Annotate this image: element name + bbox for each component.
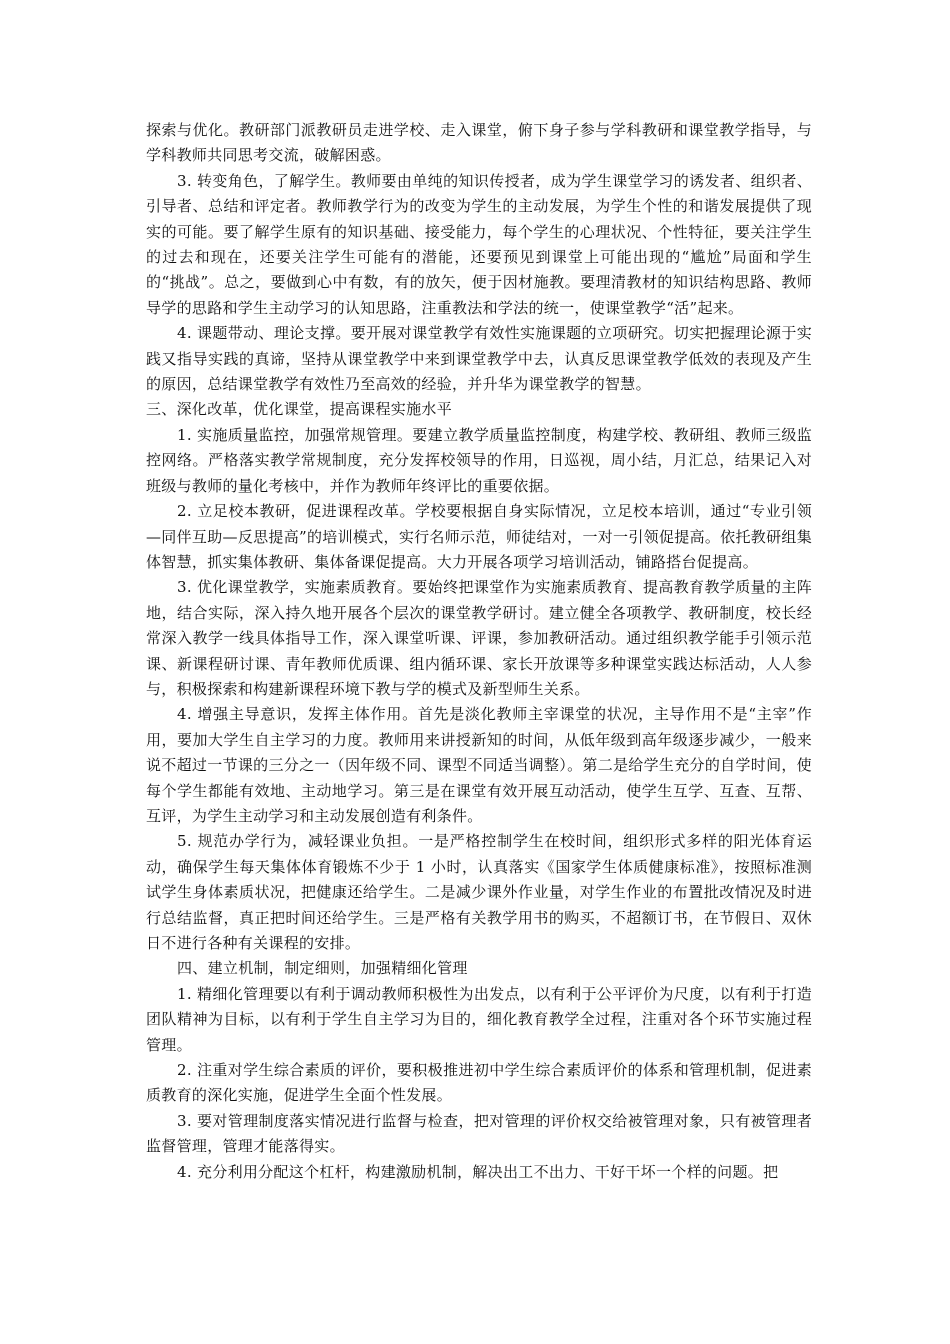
- paragraph-fine-management: 1. 精细化管理要以有利于调动教师积极性为出发点，以有利于公平评价为尺度，以有利于打造团队精神为目标，以有利于学生自主学习为目的，细化教育教学全过程，注重对各个环节实施过程管理。: [146, 984, 812, 1054]
- paragraph-incentive: 4. 充分利用分配这个杠杆，构建激励机制，解决出工不出力、干好干坏一个样的问题。把: [177, 1162, 779, 1181]
- document-page: [146, 118, 812, 1185]
- paragraph-supervision: 3. 要对管理制度落实情况进行监督与检查，把对管理的评价权交给被管理对象，只有被管理者监督管理，管理才能落得实。: [146, 1111, 812, 1156]
- paragraph-student-evaluation: 2. 注重对学生综合素质的评价，要积极推进初中学生综合素质评价的体系和管理机制，促进素质教育的深化实施，促进学生全面个性发展。: [146, 1061, 812, 1105]
- paragraph-research-topics: 4. 课题带动、理论支撑。要开展对课堂教学有效性实施课题的立项研究。切实把握理论源于实践又指导实践的真谛，坚持从课堂教学中来到课堂教学中去，认真反思课堂教学低效的表现及产生的原因，总结课堂教学有效性乃至高效的经验，并升华为课堂教学的智慧。: [146, 324, 812, 394]
- section-heading-four: 四、建立机制，制定细则，加强精细化管理: [177, 959, 468, 978]
- paragraph-optimize-classroom: 3. 优化课堂教学，实施素质教育。要始终把课堂作为实施素质教育、提高教育教学质量的主阵地，结合实际，深入持久地开展各个层次的课堂教学研讨。建立健全各项教学、教研制度，校长经常深入教学一线具体指导工作，深入课堂听课、评课，参加教研活动。通过组织教学能手引领示范课、新课程研讨课、青年教师优质课、组内循环课、家长开放课等多种课堂实践达标活动，人人参与，积极探索和构建新课程环境下教与学的模式及新型师生关系。: [146, 578, 812, 698]
- paragraph-intro: 探索与优化。教研部门派教研员走进学校、走入课堂，俯下身子参与学科教研和课堂教学指导，与学科教师共同思考交流，破解困惑。: [146, 121, 812, 165]
- paragraph-standardize-schooling: 5. 规范办学行为，减轻课业负担。一是严格控制学生在校时间，组织形式多样的阳光体育运动，确保学生每天集体体育锻炼不少于 1 小时，认真落实《国家学生体质健康标准》，按照标准测试学生身体素质状况，把健康还给学生。二是减少课外作业量，对学生作业的布置批改情况及时进 行总结监督，真正把时间还给学生。三是严格有关教学用书的购买，不超额订书，在节假日、双休日不进行各种有关课程的安排。: [146, 832, 812, 952]
- paragraph-change-role: 3. 转变角色，了解学生。教师要由单纯的知识传授者，成为学生课堂学习的诱发者、组织者、引导者、总结和评定者。教师教学行为的改变为学生的主动发展，为学生个性的和谐发展提供了现实的可能。要了解学生原有的知识基础、接受能力，每个学生的心理状况、个性特征，要关注学生的过去和现在，还要关注学生可能有的潜能，还要预见到课堂上可能出现的“尴尬”局面和学生的“挑战”。总之，要做到心中有数，有的放矢，便于因材施教。要理清教材的知识结构思路、教师导学的思路和学生主动学习的认知思路，注重教法和学法的统一，使课堂教学“活”起来。: [146, 171, 812, 317]
- paragraph-quality-monitoring: 1. 实施质量监控，加强常规管理。要建立教学质量监控制度，构建学校、教研组、教师三级监控网络。严格落实教学常规制度，充分发挥校领导的作用，日巡视，周小结，月汇总，结果记入对班级与教师的量化考核中，并作为教师年终评比的重要依据。: [146, 425, 812, 495]
- paragraph-school-research: 2. 立足校本教研，促进课程改革。学校要根据自身实际情况，立足校本培训，通过“专业引领—同伴互助—反思提高”的培训模式，实行名师示范，师徒结对，一对一引领促提高。依托教研组集体智慧，抓实集体教研、集体备课促提高。大力开展各项学习培训活动，铺路搭台促提高。: [146, 502, 812, 571]
- paragraph-leading-role: 4. 增强主导意识，发挥主体作用。首先是淡化教师主宰课堂的状况，主导作用不是“主宰”作用，要加大学生自主学习的力度。教师用来讲授新知的时间，从低年级到高年级逐步减少，一般来说不超过一节课的三分之一（因年级不同、课型不同适当调整）。第二是给学生充分的自学时间，使每个学生都能有效地、主动地学习。第三是在课堂有效开展互动活动，使学生互学、互查、互帮、互评，为学生主动学习和主动发展创造有利条件。: [146, 705, 812, 825]
- section-heading-three: 三、深化改革，优化课堂，提高课程实施水平: [146, 400, 453, 419]
